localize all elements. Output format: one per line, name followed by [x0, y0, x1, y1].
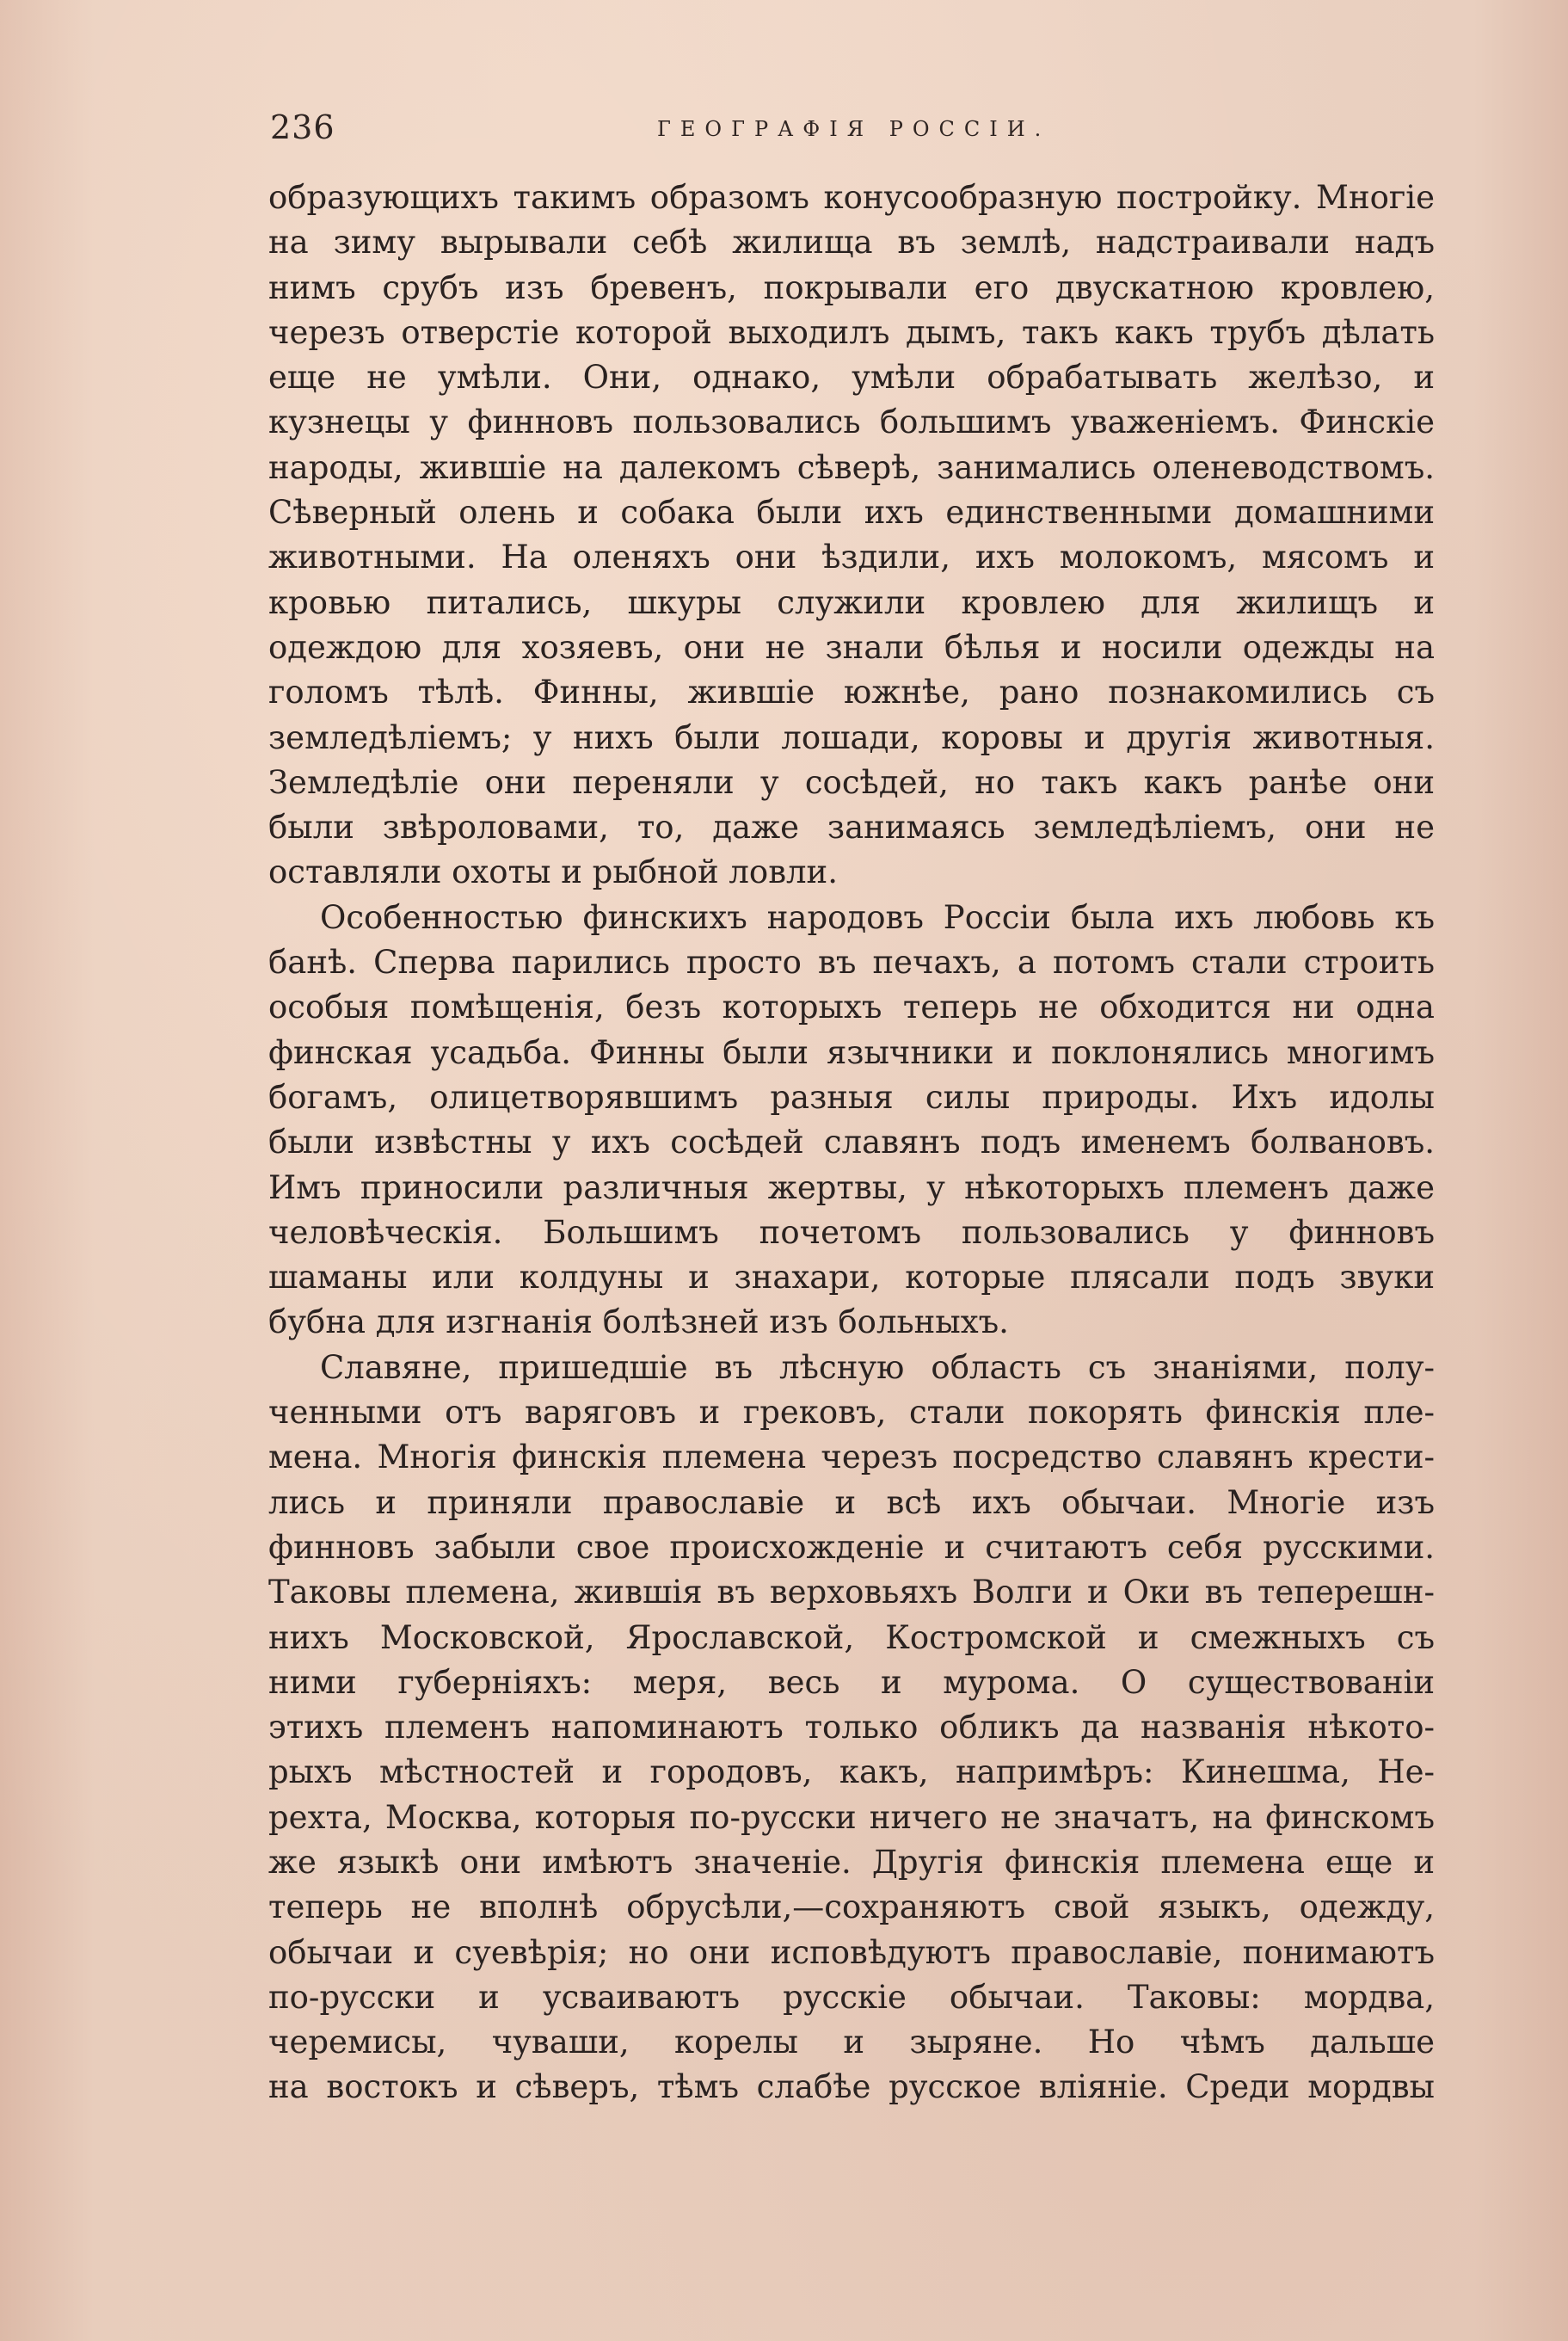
text-line: были извѣстны у ихъ сосѣдей славянъ подъ именемъ болвановъ.	[268, 1124, 1435, 1161]
text-line: ченными отъ варяговъ и грековъ, стали покорять финскія пле-	[268, 1394, 1435, 1432]
text-line: мена. Многія финскія племена черезъ посредство славянъ крести-	[268, 1438, 1435, 1476]
text-line: кузнецы у финновъ пользовались большимъ уваженіемъ. Финскіе	[268, 404, 1435, 441]
text-line: на востокъ и сѣверъ, тѣмъ слабѣе русское вліяніе. Среди мордвы	[268, 2068, 1435, 2106]
text-line: черезъ отверстіе которой выходилъ дымъ, такъ какъ трубъ дѣлать	[268, 313, 1435, 351]
text-line: были звѣроловами, то, даже занимаясь земледѣліемъ, они не	[268, 809, 1435, 847]
running-title: ГЕОГРАФІЯ РОССІИ.	[657, 117, 1051, 141]
text-line: оставляли охоты и рыбной ловли.	[268, 853, 838, 891]
text-line: обычаи и суевѣрія; но они исповѣдуютъ православіе, понимаютъ	[268, 1933, 1435, 1971]
text-line: ними губерніяхъ: меря, весь и мурома. О существованіи	[268, 1663, 1435, 1701]
text-line: животными. На оленяхъ они ѣздили, ихъ молокомъ, мясомъ и	[268, 539, 1435, 576]
page-header	[270, 108, 1440, 151]
text-line: одеждою для хозяевъ, они не знали бѣлья и носили одежды на	[268, 628, 1435, 666]
text-line: Земледѣліе они переняли у сосѣдей, но такъ какъ ранѣе они	[268, 763, 1435, 801]
text-line: теперь не вполнѣ обрусѣли,—сохраняютъ свой языкъ, одежду,	[268, 1888, 1435, 1926]
text-line: нимъ срубъ изъ бревенъ, покрывали его двускатною кровлею,	[268, 268, 1435, 306]
text-line: Имъ приносили различныя жертвы, у нѣкоторыхъ племенъ даже	[268, 1168, 1435, 1206]
text-line: Сѣверный олень и собака были ихъ единственными домашними	[268, 494, 1435, 532]
text-line: образующихъ такимъ образомъ конусообразную постройку. Многіе	[268, 179, 1435, 216]
body-text	[268, 176, 1435, 2110]
text-line: на зиму вырывали себѣ жилища въ землѣ, надстраивали надъ	[268, 224, 1435, 262]
text-line: финновъ забыли свое происхожденіе и считаютъ себя русскими.	[268, 1528, 1435, 1566]
text-line: финская усадьба. Финны были язычники и поклонялись многимъ	[268, 1033, 1435, 1071]
page-number: 236	[270, 108, 335, 146]
text-line: еще не умѣли. Они, однако, умѣли обрабатывать желѣзо, и	[268, 359, 1435, 397]
text-line: лись и приняли православіе и всѣ ихъ обычаи. Многіе изъ	[268, 1483, 1435, 1521]
text-line: рехта, Москва, которыя по-русски ничего не значатъ, на финскомъ	[268, 1798, 1435, 1836]
text-line: рыхъ мѣстностей и городовъ, какъ, напримѣръ: Кинешма, Не-	[268, 1753, 1435, 1791]
text-line: Таковы племена, жившія въ верховьяхъ Волги и Оки въ теперешн-	[268, 1574, 1435, 1611]
text-line: по-русски и усваиваютъ русскіе обычаи. Таковы: мордва,	[268, 1978, 1435, 2016]
text-line: же языкѣ они имѣютъ значеніе. Другія финскія племена еще и	[268, 1843, 1435, 1881]
text-line: земледѣліемъ; у нихъ были лошади, коровы и другія животныя.	[268, 718, 1435, 756]
text-line: народы, жившіе на далекомъ сѣверѣ, занимались оленеводствомъ.	[268, 448, 1435, 486]
text-line: этихъ племенъ напоминаютъ только обликъ да названія нѣкото-	[268, 1709, 1435, 1747]
text-line: черемисы, чуваши, корелы и зыряне. Но чѣмъ дальше	[268, 2024, 1435, 2061]
text-line: богамъ, олицетворявшимъ разныя силы природы. Ихъ идолы	[268, 1078, 1435, 1116]
text-line: бубна для изгнанія болѣзней изъ больныхъ.	[268, 1303, 1009, 1341]
text-line: шаманы или колдуны и знахари, которые плясали подъ звуки	[268, 1259, 1435, 1297]
text-line: кровью питались, шкуры служили кровлею для жилищъ и	[268, 583, 1435, 621]
text-line: нихъ Московской, Ярославской, Костромской и смежныхъ съ	[268, 1618, 1435, 1656]
text-line: Особенностью финскихъ народовъ Россіи была ихъ любовь къ	[320, 898, 1435, 936]
text-line: человѣческія. Большимъ почетомъ пользовались у финновъ	[268, 1213, 1435, 1251]
text-line: голомъ тѣлѣ. Финны, жившіе южнѣе, рано познакомились съ	[268, 674, 1435, 712]
text-line: особыя помѣщенія, безъ которыхъ теперь не обходится ни одна	[268, 989, 1435, 1026]
text-line: Славяне, пришедшіе въ лѣсную область съ знаніями, полу-	[320, 1348, 1435, 1386]
text-line: банѣ. Сперва парились просто въ печахъ, а потомъ стали строить	[268, 944, 1435, 982]
